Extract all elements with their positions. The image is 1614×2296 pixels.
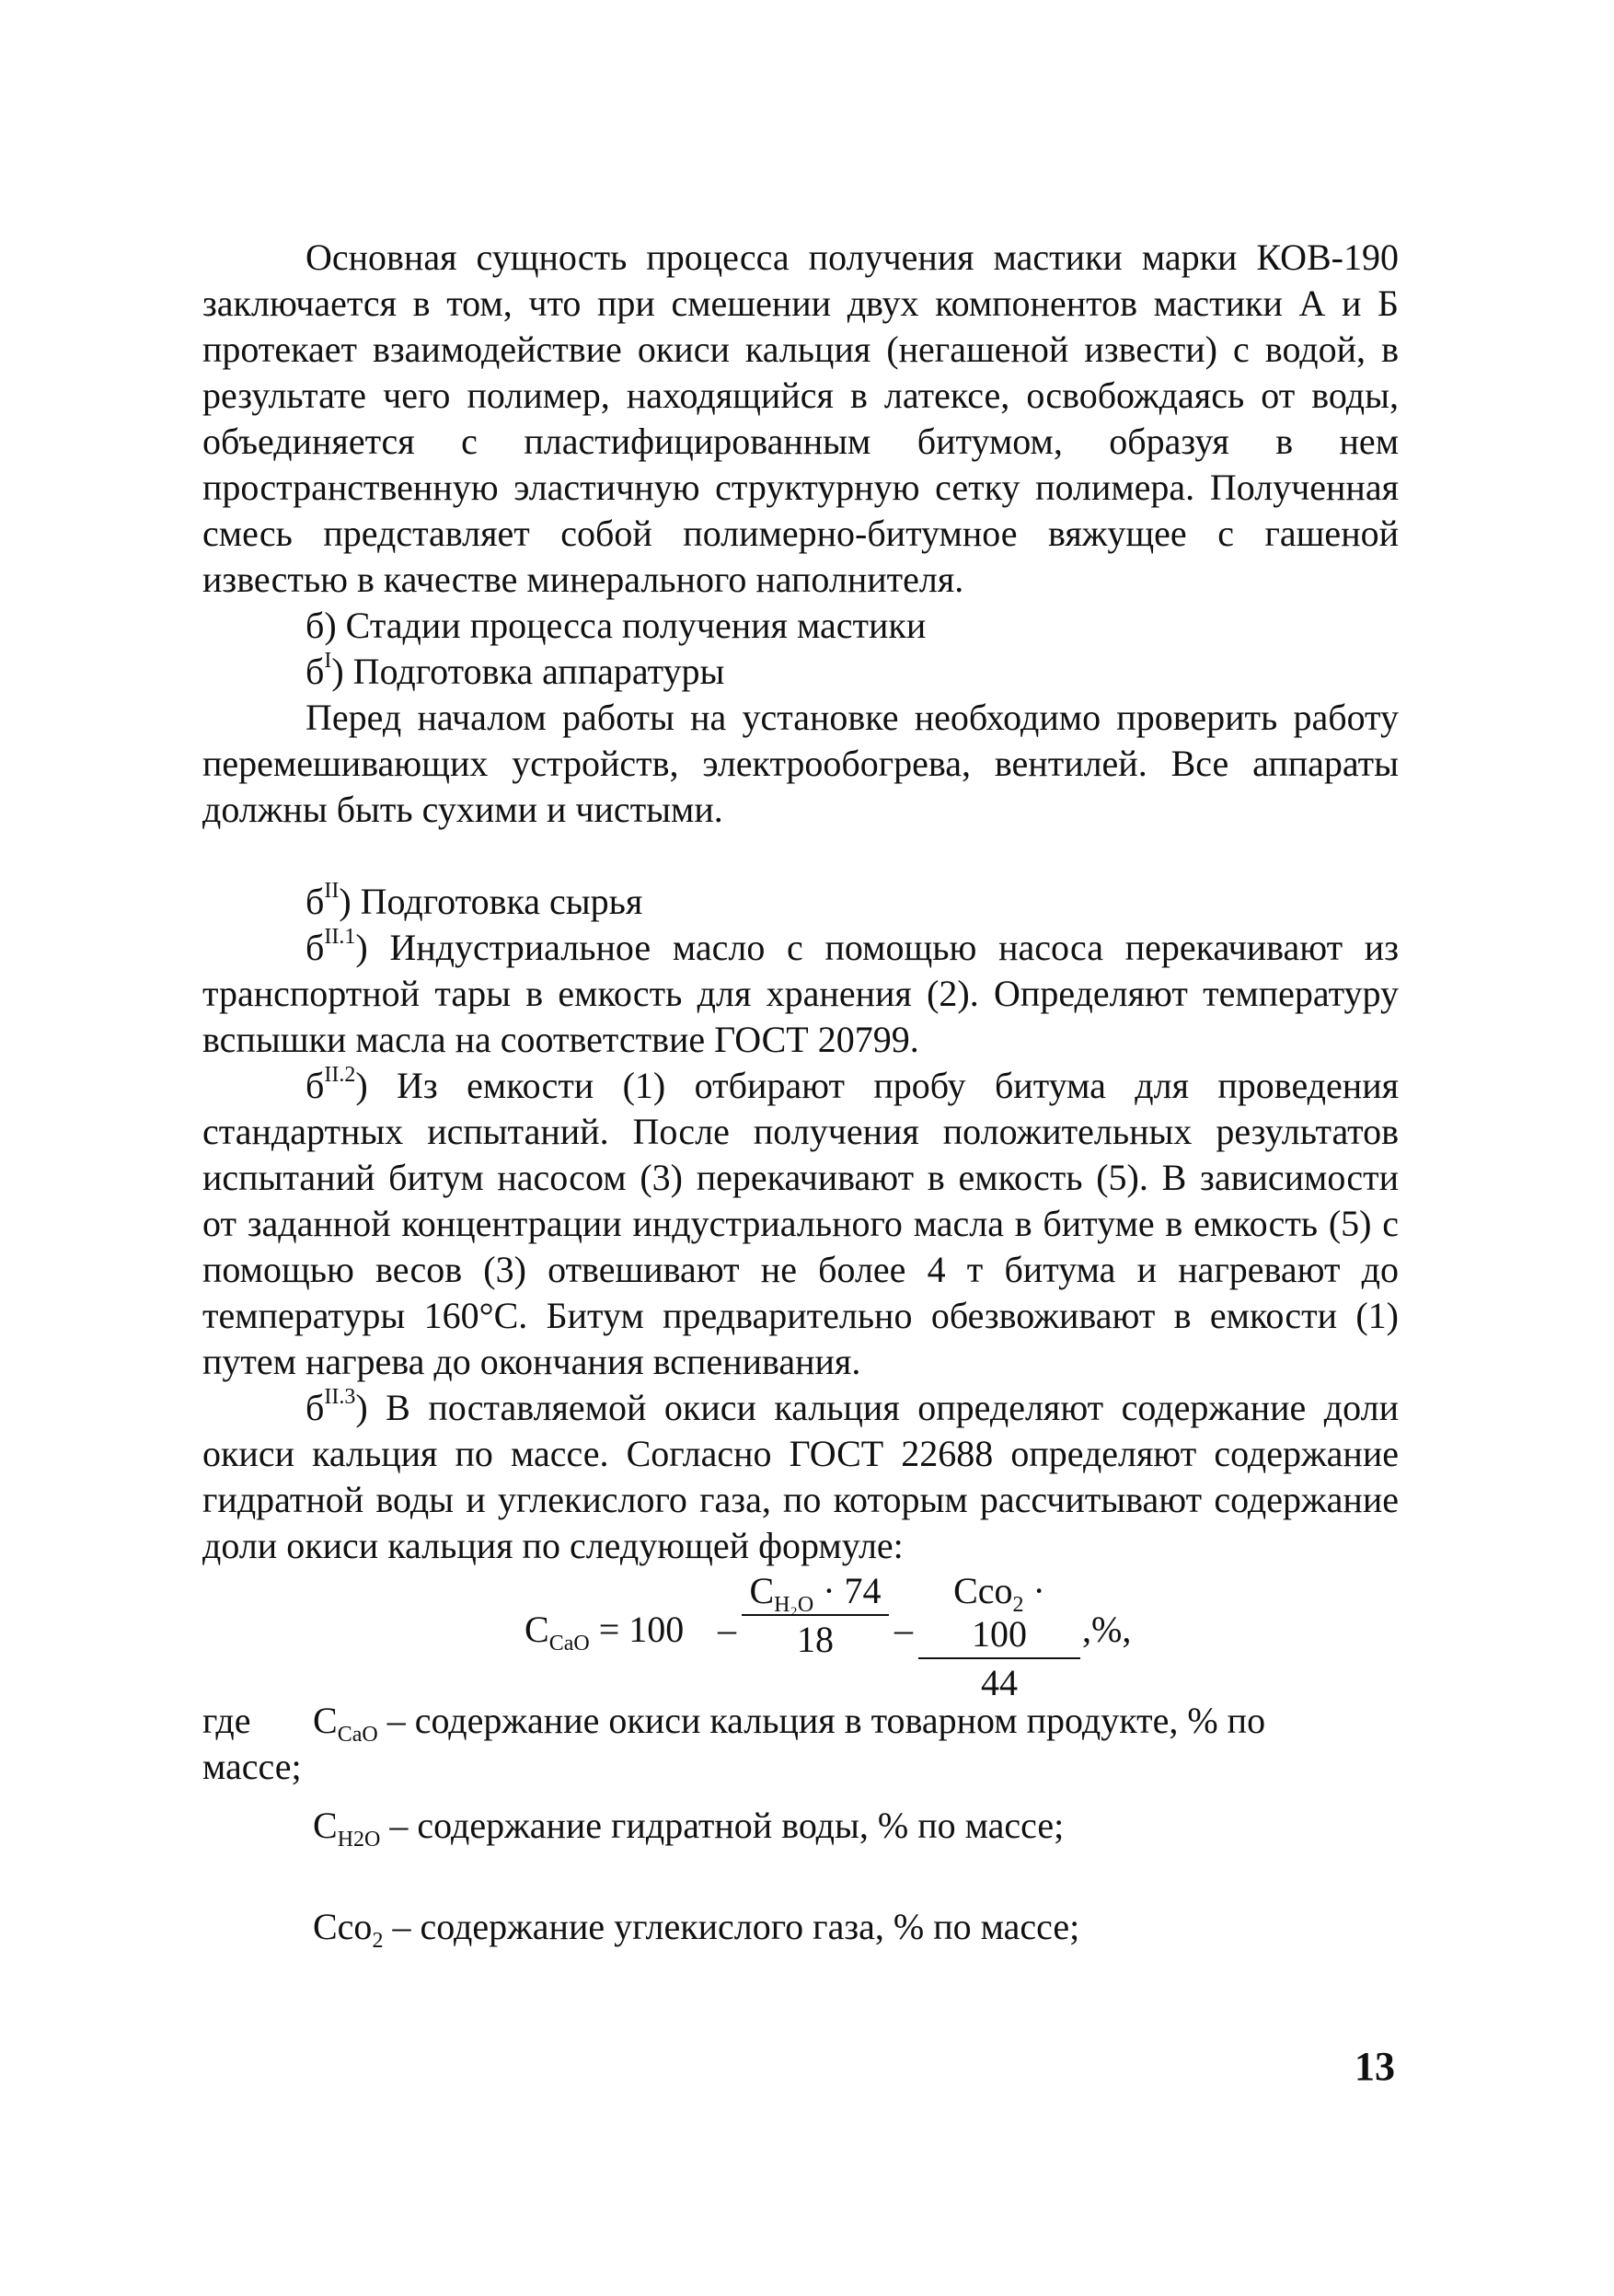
formula-lhs: $С_{CaO} = 100$	[525, 1609, 685, 1656]
definition-h2o: $С_{H2O}$ – содержание гидратной воды, % по массе;	[313, 1805, 1065, 1852]
formula-cao	[202, 1569, 1399, 1703]
definition-co2: Cco$_2$ – содержание углекислого газа, % по массе;	[313, 1906, 1080, 1953]
formula-tail: ,%,	[1082, 1609, 1132, 1650]
paragraph-main: Основная сущность процесса получения мастики марки КОВ-190 заключается в том, что при смешении двух компонентов мастики А и Б протекает взаимодействие окиси кальция (негашеной извести) с водой, в результате чего полимер, находящийся в латексе, освобождаясь от воды, объединяется с пластифицированным битумом, образуя в нем пространственную эластичную структурную сетку полимера. Полученная смесь представляет собой полимерно-битумное вяжущее с гашеной известью в качестве минерального наполнителя.	[202, 237, 1399, 600]
paragraph-oil: $б^{II.1}$) Индустриальное масло с помощью насоса перекачивают из транспортной тары в емкость для хранения (2). Определяют температуру вспышки масла на соответствие ГОСТ 20799.	[202, 924, 1399, 1060]
paragraph-bitumen: $б^{II.2}$) Из емкости (1) отбирают пробу битума для проведения стандартных испытаний. После получения положительных результатов испытаний битум насосом (3) перекачивают в емкость (5). В зависимости от заданной концентрации индустриального масла в битуме в емкость (5) с помощью весов (3) отвешивают не более 4 т битума и нагревают до температуры 160°С. Битум предварительно обезвоживают в емкости (1) путем нагрева до окончания вспенивания.	[202, 1062, 1399, 1382]
formula-definitions	[202, 1698, 1399, 1953]
page-content	[202, 235, 1399, 1953]
formula-fraction-water: $С_{H_2O} \cdot 74$ 18	[742, 1569, 889, 1661]
formula-minus: –	[894, 1609, 913, 1650]
definition-cao-continued: массе;	[202, 1746, 302, 1787]
paragraph-calcium-oxide: $б^{II.3}$) В поставляемой окиси кальция определяют содержание доли окиси кальция по массе. Согласно ГОСТ 22688 определяют содержание гидратной воды и углекислого газа, по которым рассчитывают содержание доли окиси кальция по следующей формуле:	[202, 1384, 1399, 1566]
page-number: 13	[1355, 2044, 1395, 2089]
heading-equipment-prep: $б^I$) Подготовка аппаратуры	[306, 648, 725, 692]
formula-fraction-co2: Cco$_2$ · 100 44	[918, 1569, 1080, 1704]
definition-cao: где $С_{CaO}$ – содержание окиси кальция в товарном продукте, % по	[202, 1700, 1266, 1747]
paragraph-equipment-prep: Перед началом работы на установке необходимо проверить работу перемешивающих устройств, электрообогрева, вентилей. Все аппараты должны быть сухими и чистыми.	[202, 697, 1399, 830]
heading-raw-materials: $б^{II}$) Подготовка сырья	[306, 878, 643, 922]
heading-stages: б) Стадии процесса получения мастики	[306, 605, 927, 646]
formula-minus: –	[718, 1609, 736, 1650]
